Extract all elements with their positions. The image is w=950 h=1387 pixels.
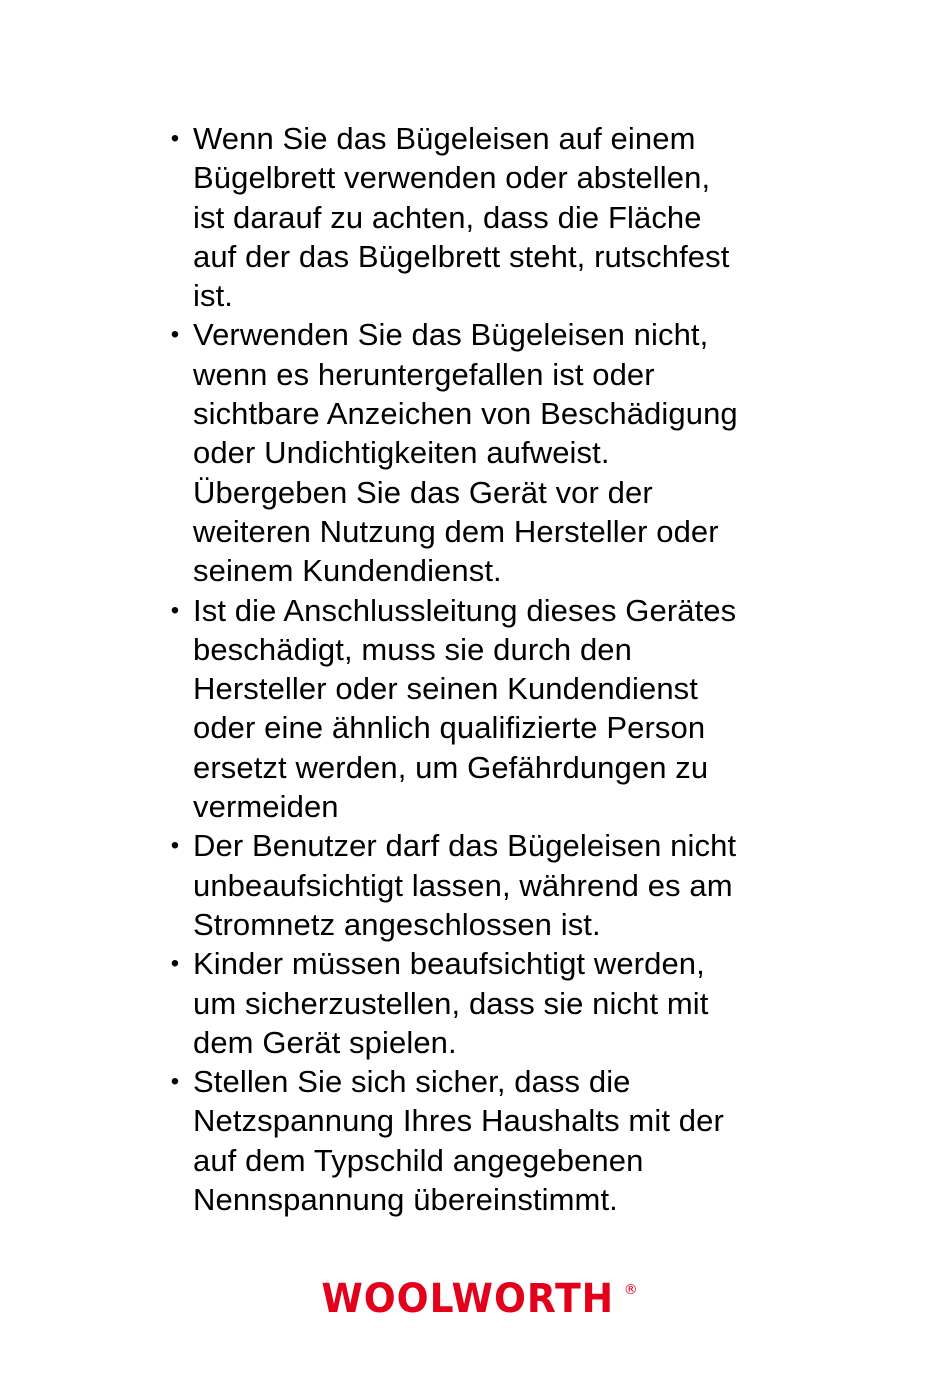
bullet-icon: • [170, 321, 180, 349]
list-item-text: Wenn Sie das Bügeleisen auf einem Bügelbrett verwenden oder abstellen, ist darauf zu achten, dass die Fläche auf der das Bügelbrett steht, rutschfest ist. [193, 121, 730, 314]
list-item [165, 944, 805, 1062]
list-item [165, 591, 805, 827]
safety-list [165, 119, 805, 1219]
brand-name: WOOLWORTH [321, 1276, 615, 1322]
list-item [165, 119, 805, 315]
registered-mark: ® [623, 1282, 638, 1298]
safety-instructions [165, 119, 805, 1219]
list-item [165, 315, 805, 590]
list-item-text: Der Benutzer darf das Bügeleisen nicht unbeaufsichtigt lassen, während es am Stromnetz angeschlossen ist. [193, 828, 737, 942]
bullet-icon: • [170, 1068, 180, 1096]
list-item [165, 1062, 805, 1219]
list-item-text: Stellen Sie sich sicher, dass die Netzspannung Ihres Haushalts mit der auf dem Typschild angegebenen Nennspannung übereinstimmt. [193, 1064, 724, 1218]
list-item-text: Kinder müssen beaufsichtigt werden, um sicherzustellen, dass sie nicht mit dem Gerät spielen. [193, 946, 709, 1060]
list-item [165, 826, 805, 944]
bullet-icon: • [170, 596, 180, 624]
bullet-icon: • [170, 125, 180, 152]
list-item-text: Verwenden Sie das Bügeleisen nicht, wenn es heruntergefallen ist oder sichtbare Anzeichen von Beschädigung oder Undichtigkeiten aufweist. Übergeben Sie das Gerät vor der weiteren Nutzung dem Hersteller oder seinem Kundendienst. [193, 317, 738, 589]
bullet-icon: • [170, 950, 180, 978]
bullet-icon: • [170, 832, 180, 860]
brand-logo [0, 1276, 950, 1322]
list-item-text: Ist die Anschlussleitung dieses Gerätes beschädigt, muss sie durch den Hersteller oder seinen Kundendienst oder eine ähnlich qualifizierte Person ersetzt werden, um Gefährdungen zu vermeiden [193, 592, 737, 825]
